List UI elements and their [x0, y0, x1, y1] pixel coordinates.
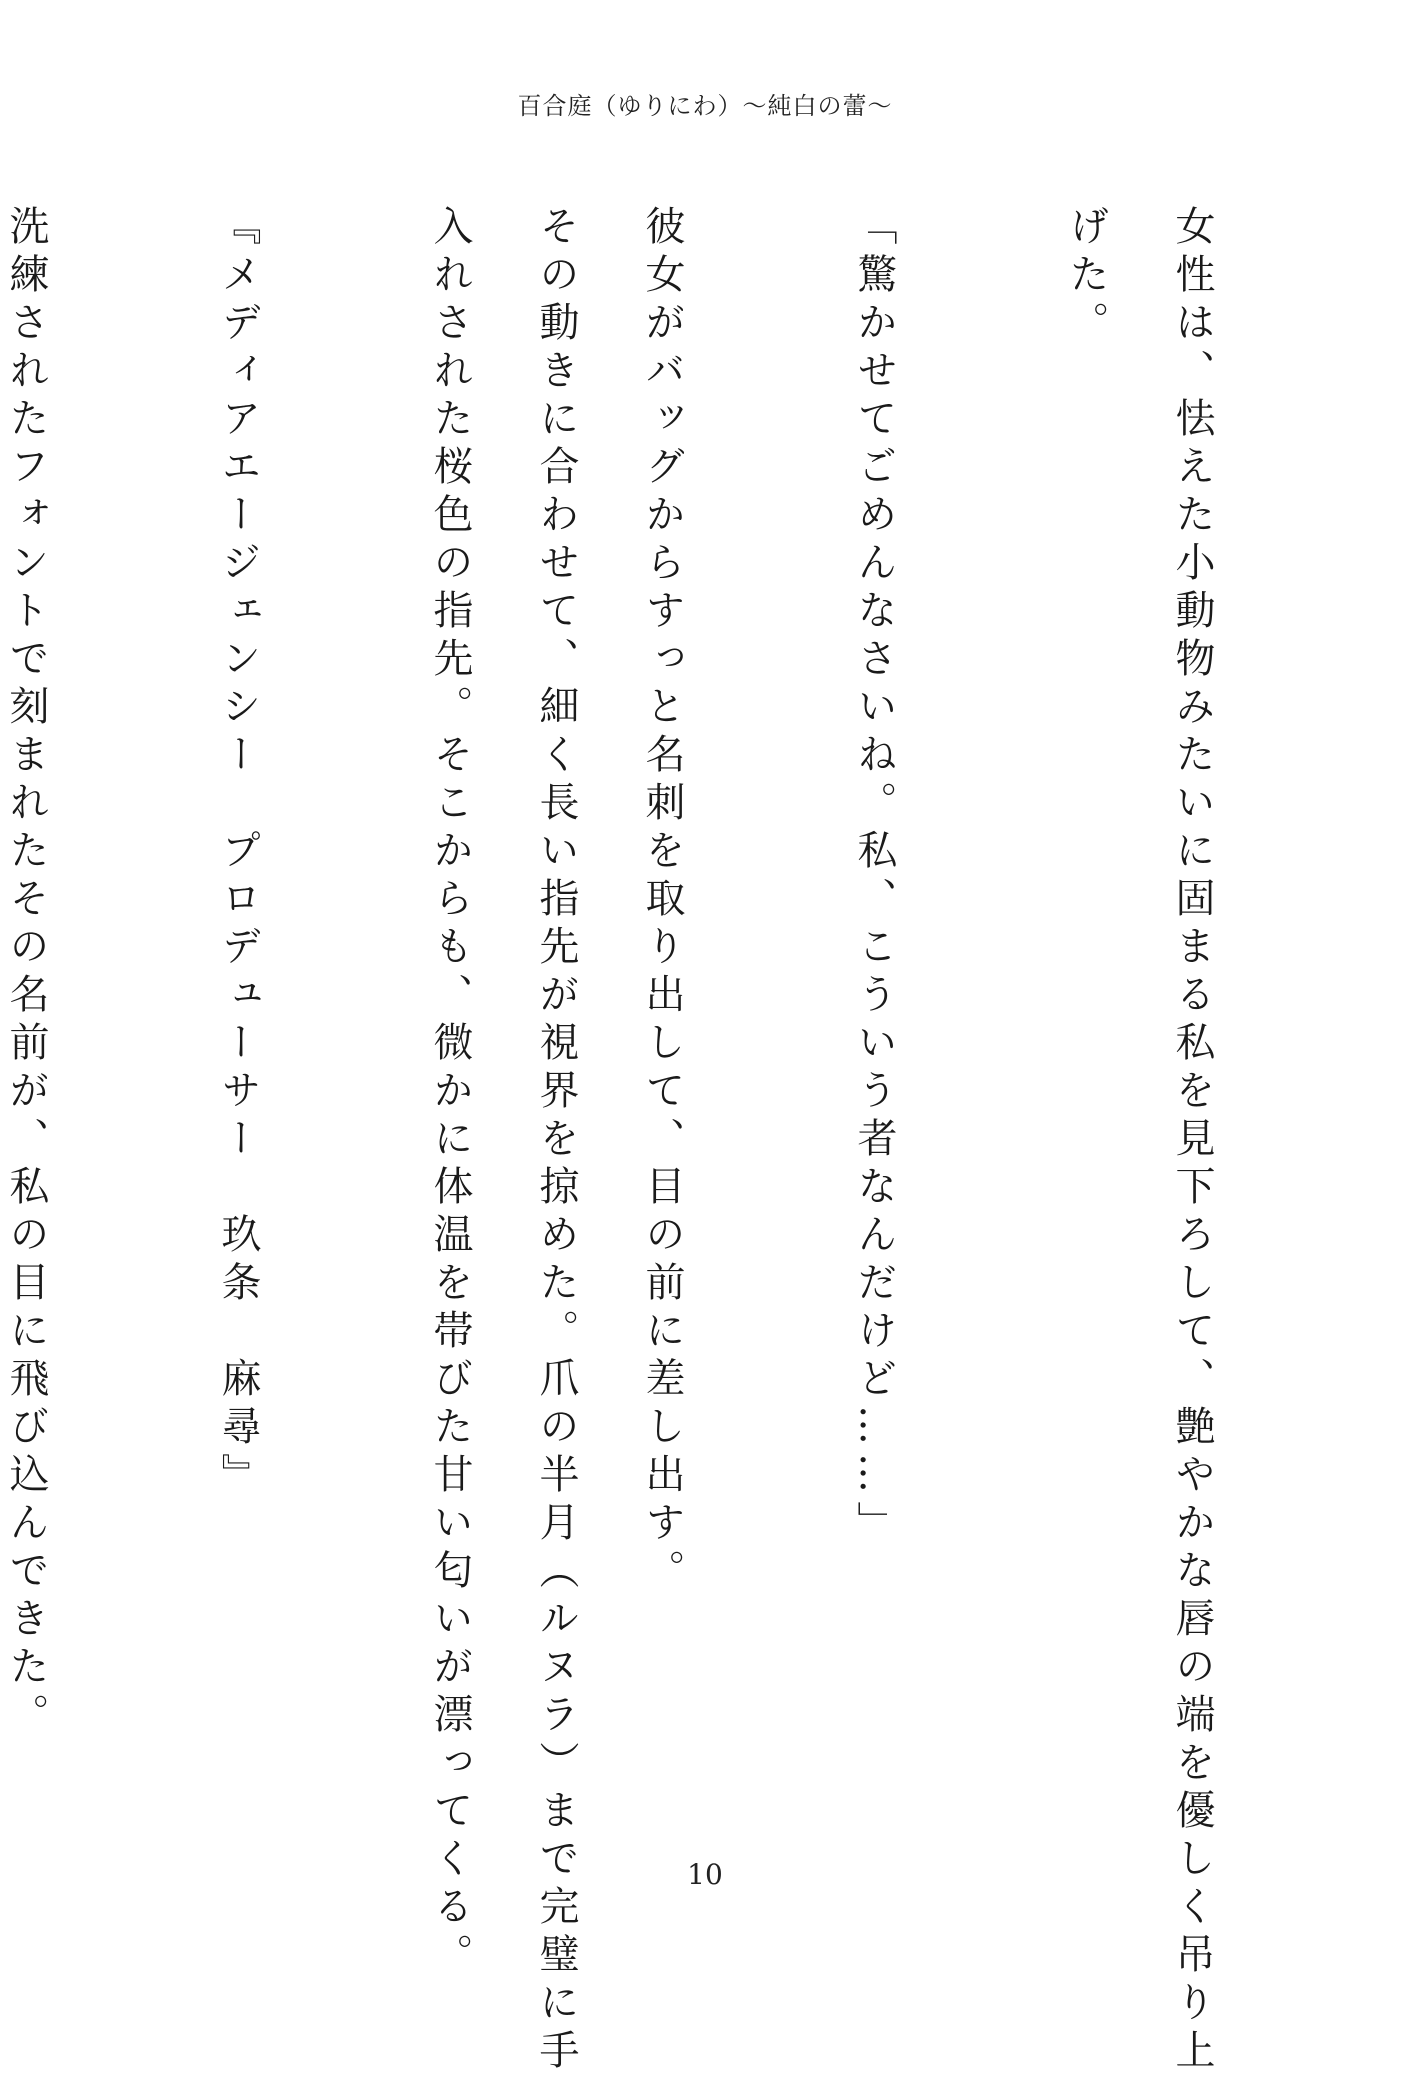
text-line: その動きに合わせて、細く長い指先が視界を掠めた。爪の半月（ルヌラ）まで完璧に手 — [533, 205, 579, 2077]
blank-line — [79, 205, 185, 1825]
text-line: 彼女がバッグからすっと名刺を取り出して、目の前に差し出す。 — [639, 205, 685, 1597]
blank-line — [291, 205, 397, 1825]
text-line: 『メディアエージェンシー プロデューサー 玖条 麻尋』 — [215, 205, 261, 1501]
blank-line — [715, 205, 821, 1825]
text-line: 洗練されたフォントで刻まれたその名前が、私の目に飛び込んできた。 — [3, 205, 49, 1741]
text-line: 入れされた桜色の指先。そこからも、微かに体温を帯びた甘い匂いが漂ってくる。 — [427, 205, 473, 1981]
text-line: げた。 — [1063, 205, 1109, 349]
text-line: 女性は、怯えた小動物みたいに固まる私を見下ろして、艶やかな唇の端を優しく吊り上 — [1169, 205, 1215, 2077]
blank-line — [927, 205, 1033, 1825]
page-number: 10 — [687, 1858, 723, 1891]
text-line: 「驚かせてごめんなさいね。私、こういう者なんだけど……」 — [851, 205, 897, 1549]
running-header-title: 百合庭（ゆりにわ）〜純白の蕾〜 — [517, 92, 893, 120]
